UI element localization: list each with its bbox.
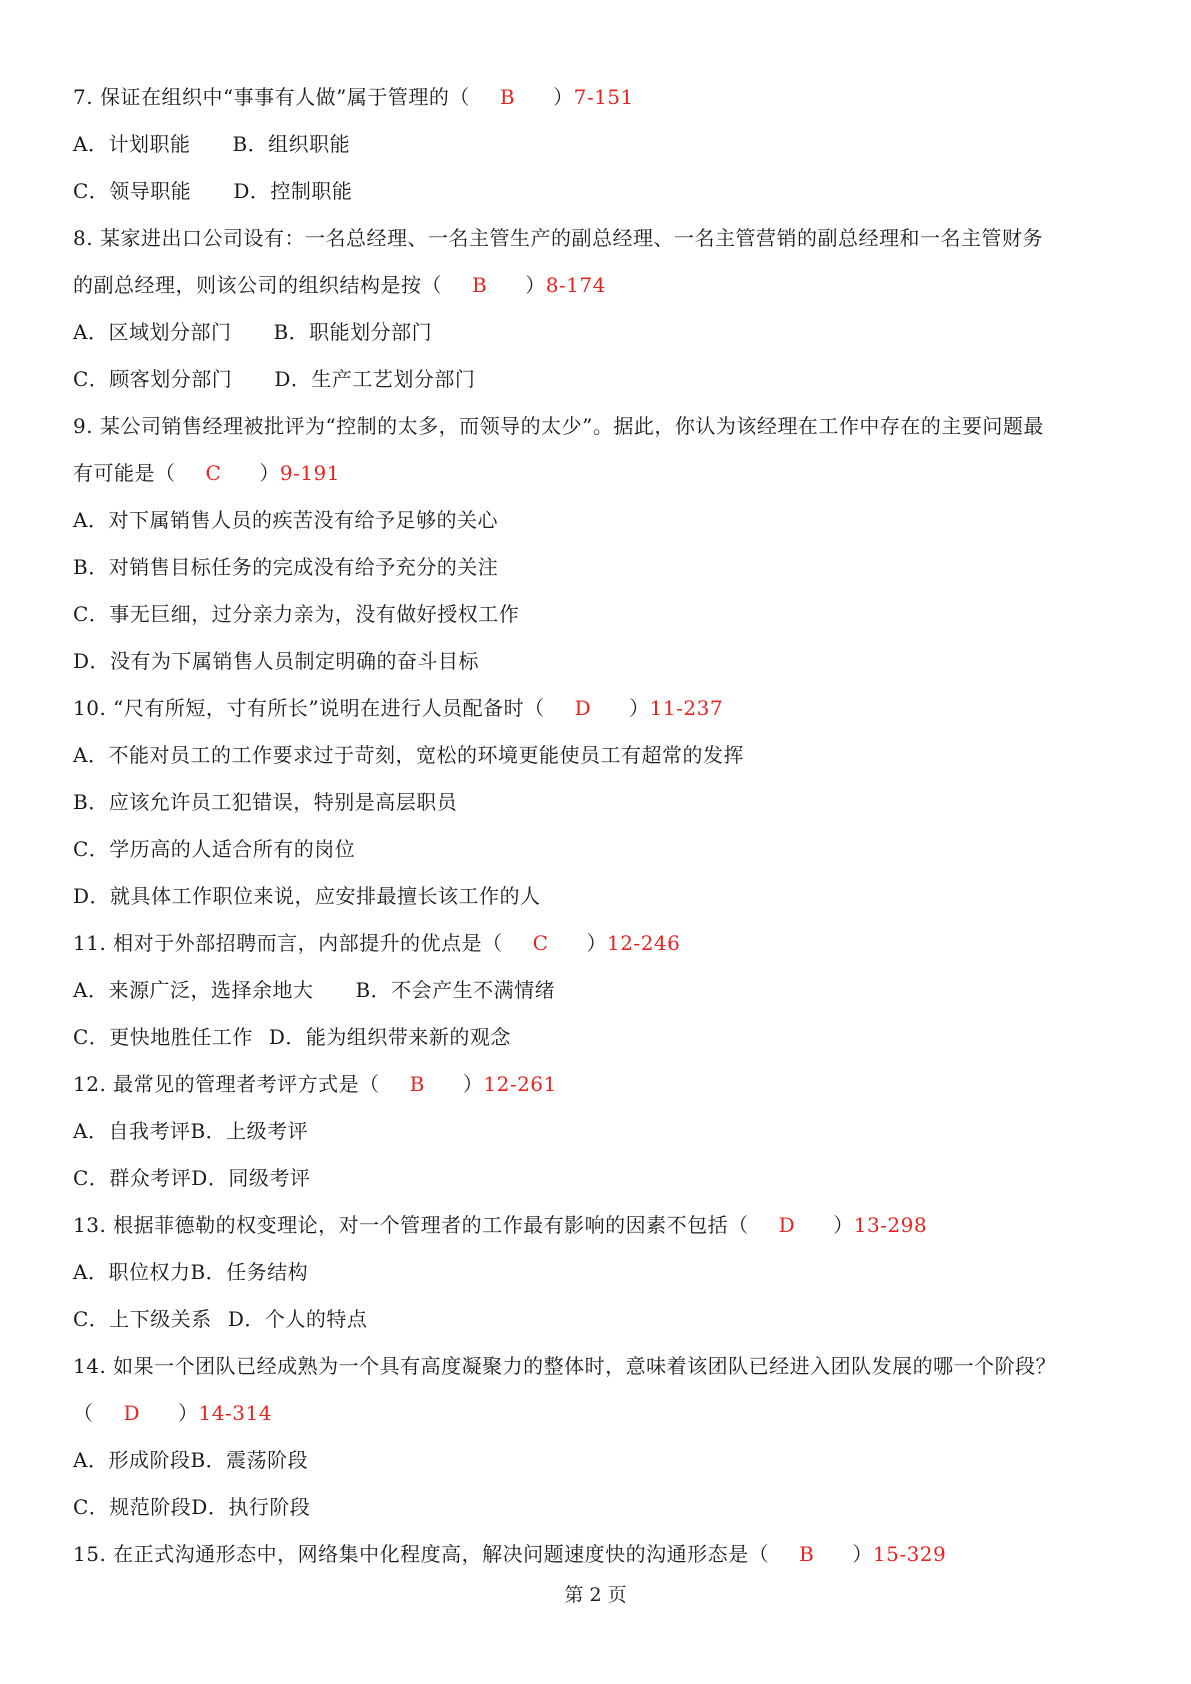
answer-letter: C — [532, 931, 549, 955]
option-text: B．职能划分部门 — [273, 320, 433, 344]
answer-letter: B — [799, 1542, 815, 1566]
line-text: A．不能对员工的工作要求过于苛刻，宽松的环境更能使员工有超常的发挥 — [73, 743, 744, 767]
close-paren: ） — [852, 1542, 873, 1566]
close-paren: ） — [629, 696, 650, 720]
text-line — [73, 497, 1133, 544]
line-text: D．没有为下属销售人员制定明确的奋斗目标 — [73, 649, 480, 673]
question-text: 12. 最常见的管理者考评方式是（ — [73, 1072, 380, 1096]
line-text: 8. 某家进出口公司设有：一名总经理、一名主管生产的副总经理、一名主管营销的副总经理和一名主管财务 — [73, 226, 1043, 250]
line-text: B．应该允许员工犯错误，特别是高层职员 — [73, 790, 458, 814]
options-line — [73, 168, 1133, 215]
page-reference: 9-191 — [279, 461, 340, 485]
question-text: （ — [73, 1401, 94, 1425]
question-line — [73, 1061, 1133, 1108]
question-text: 11. 相对于外部招聘而言，内部提升的优点是（ — [73, 931, 503, 955]
options-line — [73, 967, 1133, 1014]
question-line — [73, 1531, 1133, 1578]
page-reference: 12-261 — [483, 1072, 557, 1096]
line-text: 14. 如果一个团队已经成熟为一个具有高度凝聚力的整体时，意味着该团队已经进入团队发展的哪一个阶段？ — [73, 1354, 1057, 1378]
line-text: A．自我考评B．上级考评 — [73, 1119, 309, 1143]
option-text: D．能为组织带来新的观念 — [268, 1025, 511, 1049]
text-line — [73, 638, 1133, 685]
text-line — [73, 1343, 1133, 1390]
option-text: D．个人的特点 — [227, 1307, 368, 1331]
option-text: A．区域划分部门 — [73, 320, 232, 344]
answer-letter: B — [409, 1072, 425, 1096]
exam-page-content — [73, 74, 1133, 1578]
text-line — [73, 1484, 1133, 1531]
option-text: D．生产工艺划分部门 — [274, 367, 476, 391]
text-line — [73, 873, 1133, 920]
page-reference: 8-174 — [545, 273, 606, 297]
line-text: A．职位权力B．任务结构 — [73, 1260, 309, 1284]
text-line — [73, 1249, 1133, 1296]
close-paren: ） — [525, 273, 546, 297]
page-reference: 14-314 — [198, 1401, 272, 1425]
page-reference: 13-298 — [853, 1213, 928, 1237]
question-line — [73, 262, 1133, 309]
text-line — [73, 591, 1133, 638]
line-text: C．规范阶段D．执行阶段 — [73, 1495, 311, 1519]
question-text: 7. 保证在组织中“事事有人做”属于管理的（ — [73, 85, 470, 109]
option-text: C．更快地胜任工作 — [73, 1025, 253, 1049]
page-reference: 12-246 — [606, 931, 681, 955]
option-text: D．控制职能 — [233, 179, 353, 203]
close-paren: ） — [178, 1401, 199, 1425]
question-text: 15. 在正式沟通形态中，网络集中化程度高，解决问题速度快的沟通形态是（ — [73, 1542, 770, 1566]
options-line — [73, 121, 1133, 168]
page-reference: 15-329 — [872, 1542, 947, 1566]
line-text: D．就具体工作职位来说，应安排最擅长该工作的人 — [73, 884, 541, 908]
question-text: 10. “尺有所短，寸有所长”说明在进行人员配备时（ — [73, 696, 545, 720]
page-reference: 7-151 — [573, 85, 634, 109]
text-line — [73, 779, 1133, 826]
answer-letter: D — [574, 696, 592, 720]
option-text: C．上下级关系 — [73, 1307, 212, 1331]
option-text: B．组织职能 — [232, 132, 351, 156]
page-footer: 第 2 页 — [564, 1584, 627, 1606]
option-text: A．来源广泛，选择余地大 — [73, 978, 314, 1002]
option-text: B．不会产生不满情绪 — [355, 978, 556, 1002]
option-text: A．计划职能 — [73, 132, 191, 156]
question-line — [73, 1202, 1133, 1249]
close-paren: ） — [462, 1072, 484, 1096]
options-line — [73, 356, 1133, 403]
line-text: B．对销售目标任务的完成没有给予充分的关注 — [73, 555, 499, 579]
close-paren: ） — [586, 931, 607, 955]
page-reference: 11-237 — [649, 696, 724, 720]
answer-letter: D — [123, 1401, 141, 1425]
line-text: C．事无巨细，过分亲力亲为，没有做好授权工作 — [73, 602, 520, 626]
line-text: A．对下属销售人员的疾苦没有给予足够的关心 — [73, 508, 498, 532]
question-text: 13. 根据菲德勒的权变理论，对一个管理者的工作最有影响的因素不包括（ — [73, 1213, 749, 1237]
close-paren: ） — [553, 85, 574, 109]
line-text: C．群众考评D．同级考评 — [73, 1166, 311, 1190]
question-line — [73, 450, 1133, 497]
options-line — [73, 1014, 1133, 1061]
text-line — [73, 1437, 1133, 1484]
line-text: A．形成阶段B．震荡阶段 — [73, 1448, 309, 1472]
question-line — [73, 685, 1133, 732]
text-line — [73, 732, 1133, 779]
options-line — [73, 309, 1133, 356]
text-line — [73, 1108, 1133, 1155]
line-text: 9. 某公司销售经理被批评为“控制的太多，而领导的太少”。据此，你认为该经理在工作中存在的主要问题最 — [73, 414, 1044, 438]
text-line — [73, 826, 1133, 873]
answer-letter: B — [499, 85, 516, 109]
question-text: 有可能是（ — [73, 461, 176, 485]
option-text: C．顾客划分部门 — [73, 367, 233, 391]
answer-letter: C — [205, 461, 222, 485]
text-line — [73, 215, 1133, 262]
question-text: 的副总经理，则该公司的组织结构是按（ — [73, 273, 442, 297]
close-paren: ） — [833, 1213, 854, 1237]
text-line — [73, 544, 1133, 591]
options-line — [73, 1296, 1133, 1343]
answer-letter: B — [472, 273, 488, 297]
question-line — [73, 74, 1133, 121]
line-text: C．学历高的人适合所有的岗位 — [73, 837, 356, 861]
text-line — [73, 1155, 1133, 1202]
question-line — [73, 1390, 1133, 1437]
close-paren: ） — [259, 461, 280, 485]
question-line — [73, 920, 1133, 967]
option-text: C．领导职能 — [73, 179, 192, 203]
text-line — [73, 403, 1133, 450]
answer-letter: D — [778, 1213, 796, 1237]
